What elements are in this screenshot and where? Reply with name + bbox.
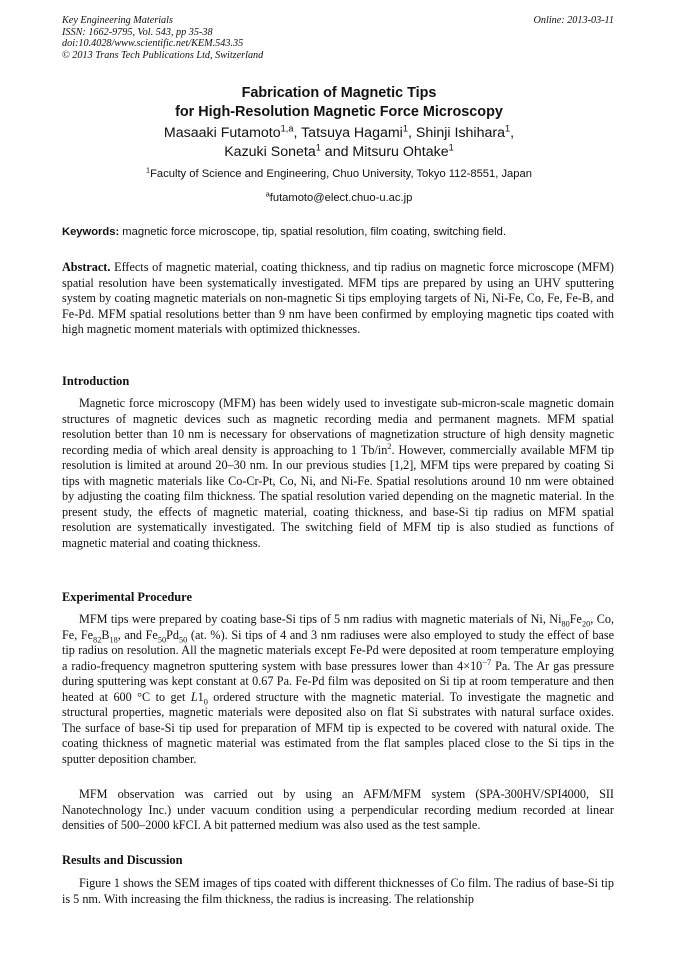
- author-sep: ,: [407, 125, 416, 141]
- exp-text: Pd: [166, 627, 179, 642]
- exp-text: , and Fe: [117, 627, 158, 642]
- intro-text: Magnetic force microscopy (MFM) has been widely used to investigate sub-micron-scale magnetic domain structures of magnetic devices such as magnetic recording media and permanent magnets. MFM spatial resolution better than 10 nm is necessary for observations of magnetization structure of high density magnetic recording media of which areal density is approaching to 1 Tb/in: [62, 396, 614, 457]
- author-sup: 1: [504, 123, 511, 134]
- author-and: and: [320, 144, 353, 160]
- affiliation: [62, 167, 616, 181]
- exp-text: MFM tips were prepared by coating base-Si tips of 5 nm radius with magnetic materials of Ni, Ni: [79, 612, 562, 626]
- section-heading-introduction: Introduction: [62, 374, 130, 388]
- abstract-text: Effects of magnetic material, coating thickness, and tip radius on magnetic force microscope (MFM) spatial resolution have been systematically investigated. MFM tips are prepared by using an UHV sputtering system by coating magnetic materials on non-magnetic Si tips employing targets of Ni, Ni-Fe, Co, Fe, Fe-B, and Fe-Pd. MFM spatial resolutions better than 9 nm have been confirmed by employing magnetic tips coated with high magnetic moment materials with optimized thicknesses.: [62, 260, 614, 336]
- exp-sub: 82: [93, 634, 102, 644]
- experimental-paragraph: [62, 612, 614, 767]
- section-heading-experimental: Experimental Procedure: [62, 590, 192, 604]
- l10-number: 1: [197, 689, 204, 704]
- exp-sub: 80: [561, 619, 570, 629]
- online-date: Online: 2013-03-11: [533, 15, 614, 26]
- author-name: Mitsuru Ohtake: [352, 144, 449, 160]
- intro-paragraph: [62, 396, 614, 551]
- email-address: futamoto@elect.chuo-u.ac.jp: [269, 192, 413, 204]
- keywords: [62, 225, 616, 239]
- exp-text: Fe: [569, 612, 582, 626]
- intro-text: . However, commercially available MFM tip resolution is limited at around 20–30 nm. In our previous studies [1,2], MFM tips were prepared by coating Si tips with magnetic materials like Co-Cr-Pt, Co, Ni, and Ni-Fe. Spatial resolutions around 10 nm were obtained by adjusting the coating film thickness. The spatial resolution varied depending on the magnetic material. In the present study, the effects of magnetic material, coating thickness, and base-Si tip radius on MFM spatial resolution are systematically investigated. The switching field of MFM tip is also studied as functions of magnetic material and coating thickness.: [62, 442, 614, 550]
- exp-sub: 18: [109, 634, 118, 644]
- experimental-paragraph-2: MFM observation was carried out by using an AFM/MFM system (SPA-300HV/SPI4000, SII Nanotechnology Inc.) under vacuum condition using a perpendicular recording medium recorded at linear densities of 500–2000 kFCI. A bit patterned medium was also used as the test sample.: [62, 787, 614, 832]
- journal-header: [62, 15, 614, 61]
- author-sep: ,: [293, 125, 302, 141]
- email-sup: a: [265, 189, 270, 199]
- exp-sup: −7: [482, 657, 492, 667]
- l10-symbol: L: [190, 689, 198, 704]
- l10-sub: 0: [203, 696, 208, 706]
- author-sep: ,: [510, 125, 515, 141]
- doi-line: doi:10.4028/www.scientific.net/KEM.543.35: [62, 38, 244, 50]
- author-name: Shinji Ishihara: [415, 125, 505, 141]
- keywords-text: magnetic force microscope, tip, spatial resolution, film coating, switching field.: [119, 226, 506, 238]
- author-name: Tatsuya Hagami: [301, 125, 403, 141]
- author-line-2: [62, 143, 616, 162]
- exp-sub: 50: [157, 634, 167, 644]
- abstract-label: Abstract.: [62, 260, 111, 274]
- section-heading-results: Results and Discussion: [62, 853, 183, 867]
- exp-text: Pa. The Ar gas pressure during sputtering was kept constant at 0.67 Pa. Fe-Pd film was deposited on Si tip at room temperature and then heated at 600 °C to get: [62, 658, 614, 704]
- exp-sub: 20: [581, 619, 591, 629]
- abstract: [62, 260, 614, 338]
- exp-sub: 50: [179, 634, 188, 644]
- issn-line: ISSN: 1662-9795, Vol. 543, pp 35-38: [62, 26, 213, 38]
- keywords-label: Keywords:: [62, 226, 120, 238]
- author-sup: 1: [315, 142, 321, 153]
- exp-text: , Co, Fe, Fe: [62, 612, 615, 642]
- journal-name: Key Engineering Materials: [62, 15, 173, 26]
- exp-text: ordered structure with the magnetic material. To investigate the magnetic and structural properties, magnetic materials were deposited also on flat Si substrates with natural surface oxides. The surface of base-Si tip used for preparation of MFM tip is expected to be covered with natural oxide. The coating thickness of magnetic material was estimated from the flat samples placed close to the Si tips in the sputter deposition chamber.: [62, 689, 614, 766]
- title-line-1: Fabrication of Magnetic Tips: [241, 85, 437, 101]
- author-sup: 1: [448, 142, 454, 153]
- title-line-2: for High-Resolution Magnetic Force Microscopy: [175, 103, 503, 120]
- author-name: Kazuki Soneta: [224, 144, 316, 160]
- author-line-1: [62, 124, 616, 143]
- author-sup: 1: [402, 123, 408, 134]
- author-name: Masaaki Futamoto: [163, 125, 281, 141]
- author-list: [62, 124, 616, 162]
- exp-text: B: [101, 627, 110, 642]
- affiliation-sup: 1: [146, 165, 151, 175]
- affiliation-text: Faculty of Science and Engineering, Chuo University, Tokyo 112-8551, Japan: [150, 168, 532, 180]
- paper-title: [62, 84, 616, 121]
- intro-sup: 2: [387, 441, 392, 451]
- exp-text: (at. %). Si tips of 4 and 3 nm radiuses were also employed to study the effect of base tip radius on resolution. All the magnetic materials except Fe-Pd were deposited at room temperature employing a radio-frequency magnetron sputtering system with base pressures lower than 4×10: [62, 627, 614, 673]
- results-paragraph: Figure 1 shows the SEM images of tips coated with different thicknesses of Co film. The radius of base-Si tip is 5 nm. With increasing the film thickness, the radius is increasing. The relationship: [62, 876, 614, 906]
- email-line: [62, 191, 616, 205]
- copyright-line: © 2013 Trans Tech Publications Ltd, Switzerland: [62, 49, 264, 61]
- author-sup: 1,a: [280, 123, 294, 134]
